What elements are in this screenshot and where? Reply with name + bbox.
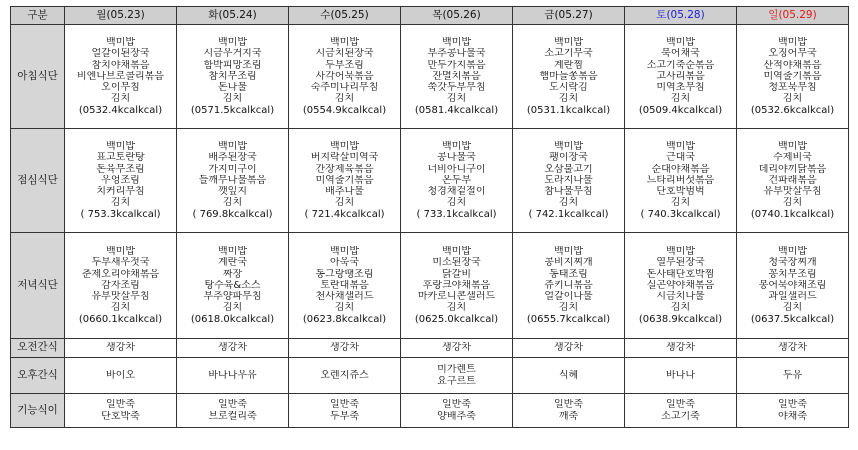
lunch-row [11, 129, 849, 233]
menu-item: 꽁치무조림 [768, 268, 817, 280]
menu-item: 깻잎지 [218, 186, 247, 198]
menu-cell-wed [289, 233, 401, 339]
menu-item: 수제비국 [773, 152, 812, 164]
menu-item: 유부맛살무침 [91, 291, 150, 303]
menu-item: 백미밥 [554, 140, 583, 152]
menu-cell-tue [177, 233, 289, 339]
menu-item: ( 721.4kcalkcal) [304, 208, 385, 220]
menu-item: 동그랑땡조림 [315, 268, 374, 280]
menu-item: 일반죽 [554, 399, 583, 411]
menu-item: 생강차 [442, 342, 471, 354]
menu-item: 미역초무침 [656, 82, 705, 94]
menu-item: 소고기무국 [544, 48, 593, 60]
menu-cell-mon [65, 339, 177, 358]
day-header-sat: 토(05.28) [625, 7, 737, 25]
menu-item: 닭갈비 [442, 268, 471, 280]
menu-item: 김치 [222, 93, 243, 105]
menu-item: 김치 [558, 93, 579, 105]
menu-item: 봉어묵야채조림 [758, 279, 827, 291]
day-header-thu: 목(05.26) [401, 7, 513, 25]
menu-item: 건파래볶음 [768, 174, 817, 186]
menu-item: 얼갈이된장국 [91, 48, 150, 60]
menu-item: 버지락살미역국 [310, 152, 379, 164]
menu-item: 탕수육&소스 [204, 279, 261, 291]
menu-item: ( 769.8kcalkcal) [192, 208, 273, 220]
menu-item: 팽이장국 [549, 152, 588, 164]
menu-item: 짜장 [222, 268, 243, 280]
menu-item: 도시락김 [549, 82, 588, 94]
day-header-tue: 화(05.24) [177, 7, 289, 25]
menu-item: (0509.4kcalkcal) [638, 104, 723, 116]
menu-item: 가지미구이 [208, 163, 257, 175]
menu-item: 생강차 [330, 342, 359, 354]
menu-item: 콩나물국 [437, 152, 476, 164]
menu-item: 마카로니콘샐러드 [417, 291, 496, 303]
menu-item: 미역줄기볶음 [315, 174, 374, 186]
menu-cell-fri [513, 394, 625, 428]
menu-item: 백미밥 [330, 36, 359, 48]
menu-item: 김치 [782, 197, 803, 209]
menu-item: 고사리볶음 [656, 70, 705, 82]
menu-item: 생강차 [218, 342, 247, 354]
menu-item: 김치 [670, 197, 691, 209]
menu-item: 김치 [446, 93, 467, 105]
menu-item: 시금치나물 [656, 291, 705, 303]
menu-cell-wed [289, 25, 401, 129]
menu-cell-mon [65, 25, 177, 129]
menu-item: 김치 [782, 302, 803, 314]
menu-item: 쑥갓두부무침 [427, 82, 486, 94]
menu-item: ( 742.1kcalkcal) [528, 208, 609, 220]
menu-cell-tue [177, 129, 289, 233]
menu-item: 시금치된장국 [315, 48, 374, 60]
menu-item: 느타리버섯볶음 [646, 174, 715, 186]
menu-cell-mon [65, 129, 177, 233]
menu-item: 청포묵무침 [768, 82, 817, 94]
menu-item: 시금우거지국 [203, 48, 262, 60]
menu-cell-sun [737, 25, 849, 129]
functional-diet-row [11, 394, 849, 428]
menu-item: 백미밥 [442, 36, 471, 48]
menu-item: 일반죽 [778, 399, 807, 411]
menu-cell-sun [737, 339, 849, 358]
menu-cell-sat [625, 129, 737, 233]
menu-item: 생강차 [666, 342, 695, 354]
menu-cell-mon [65, 233, 177, 339]
menu-cell-wed [289, 358, 401, 394]
menu-item: 야채죽 [778, 410, 807, 422]
menu-cell-wed [289, 129, 401, 233]
menu-item: 백미밥 [106, 36, 135, 48]
menu-item: 소고기죽 [661, 410, 700, 422]
menu-item: 바이오 [106, 369, 135, 381]
menu-item: 김치 [446, 302, 467, 314]
menu-item: 백미밥 [442, 245, 471, 257]
menu-item: 김치 [670, 93, 691, 105]
day-header-sun: 일(05.29) [737, 7, 849, 25]
menu-cell-thu [401, 358, 513, 394]
menu-item: 요구르트 [437, 375, 476, 387]
menu-item: 실곤약야채볶음 [646, 279, 715, 291]
menu-item: 김치 [558, 197, 579, 209]
menu-item: (0531.1kcalkcal) [526, 104, 611, 116]
menu-item: 백미밥 [666, 140, 695, 152]
menu-item: 백미밥 [218, 140, 247, 152]
menu-item: (0638.9kcalkcal) [638, 313, 723, 325]
row-label: 오전간식 [11, 339, 65, 358]
menu-cell-thu [401, 233, 513, 339]
menu-item: 두유 [782, 369, 803, 381]
menu-item: 청경채겉절이 [427, 186, 486, 198]
menu-cell-thu [401, 394, 513, 428]
morning-snack-row [11, 339, 849, 358]
menu-item: 백미밥 [218, 245, 247, 257]
menu-cell-thu [401, 339, 513, 358]
menu-item: 양배추죽 [437, 410, 476, 422]
menu-item: 백미밥 [330, 245, 359, 257]
menu-item: 감자조림 [101, 279, 140, 291]
menu-cell-fri [513, 358, 625, 394]
corner-header: 구분 [11, 7, 65, 25]
menu-item: 소고기죽순볶음 [646, 59, 715, 71]
menu-cell-mon [65, 358, 177, 394]
menu-item: 두부조림 [325, 59, 364, 71]
menu-item: 오렌지쥬스 [320, 369, 369, 381]
day-header-mon: 월(05.23) [65, 7, 177, 25]
menu-item: 김치 [110, 197, 131, 209]
row-label: 아침식단 [11, 25, 65, 129]
menu-item: 백미밥 [218, 36, 247, 48]
menu-item: 돈사태단호박찜 [646, 268, 715, 280]
menu-item: 데리야끼닭볶음 [758, 163, 827, 175]
menu-item: 김치 [446, 197, 467, 209]
menu-item: 생강차 [778, 342, 807, 354]
menu-item: 사각어묵볶음 [315, 70, 374, 82]
menu-item: 오이무침 [101, 82, 140, 94]
menu-cell-sun [737, 358, 849, 394]
menu-item: 동태조림 [549, 268, 588, 280]
menu-item: 김치 [110, 302, 131, 314]
row-label: 점심식단 [11, 129, 65, 233]
menu-item: (0625.0kcalkcal) [414, 313, 499, 325]
menu-item: 미역줄기볶음 [763, 70, 822, 82]
menu-item: 생강차 [554, 342, 583, 354]
menu-item: 일반죽 [666, 399, 695, 411]
menu-item: 계란국 [218, 257, 247, 269]
menu-item: 과일샐러드 [768, 291, 817, 303]
menu-item: 오삼불고기 [544, 163, 593, 175]
menu-item: 근대국 [666, 152, 695, 164]
menu-cell-wed [289, 339, 401, 358]
menu-cell-tue [177, 358, 289, 394]
menu-item: 치커리무침 [96, 186, 145, 198]
menu-item: (0554.9kcalkcal) [302, 104, 387, 116]
menu-item: 돈나물 [218, 82, 247, 94]
menu-item: 오징어무국 [768, 48, 817, 60]
menu-cell-fri [513, 129, 625, 233]
menu-item: 함박피망조림 [203, 59, 262, 71]
menu-item: 바나나우유 [208, 369, 257, 381]
menu-item: (0618.0kcalkcal) [190, 313, 275, 325]
menu-item: 토란대볶음 [320, 279, 369, 291]
menu-item: 백미밥 [778, 140, 807, 152]
menu-item: 백미밥 [666, 36, 695, 48]
menu-item: 콩비지찌개 [544, 257, 593, 269]
menu-item: 쥬키니볶음 [544, 279, 593, 291]
menu-item: 백미밥 [554, 245, 583, 257]
menu-item: 아욱국 [330, 257, 359, 269]
weekly-meal-table [10, 6, 849, 428]
menu-item: 돈육무조림 [96, 163, 145, 175]
menu-item: ( 740.3kcalkcal) [640, 208, 721, 220]
menu-item: 들깨무나물볶음 [198, 174, 267, 186]
menu-item: 표고토란탕 [96, 152, 145, 164]
menu-cell-sat [625, 233, 737, 339]
menu-cell-tue [177, 25, 289, 129]
menu-item: 순대야채볶음 [651, 163, 710, 175]
dinner-row [11, 233, 849, 339]
menu-cell-wed [289, 394, 401, 428]
menu-item: ( 753.3kcalkcal) [80, 208, 161, 220]
menu-item: 후랑크야채볶음 [422, 279, 491, 291]
row-label: 기능식이 [11, 394, 65, 428]
menu-item: (0740.1kcalkcal) [750, 208, 835, 220]
menu-item: ( 733.1kcalkcal) [416, 208, 497, 220]
menu-item: 유부맛살무침 [763, 186, 822, 198]
menu-item: 간장제육볶음 [315, 163, 374, 175]
menu-item: 백미밥 [106, 140, 135, 152]
menu-cell-thu [401, 25, 513, 129]
menu-item: 미가렌트 [437, 364, 476, 376]
menu-item: 깨죽 [558, 410, 579, 422]
menu-item: 바나나 [666, 369, 695, 381]
menu-item: 천사채샐러드 [315, 291, 374, 303]
menu-item: 김치 [558, 302, 579, 314]
menu-item: 햄마늘쫑볶음 [539, 70, 598, 82]
menu-item: 만두가지볶음 [427, 59, 486, 71]
menu-item: 백미밥 [442, 140, 471, 152]
menu-item: 춘제오리야채볶음 [81, 268, 160, 280]
menu-cell-tue [177, 394, 289, 428]
row-label: 오후간식 [11, 358, 65, 394]
menu-item: 김치 [670, 302, 691, 314]
menu-item: 계란찜 [554, 59, 583, 71]
menu-item: 김치 [334, 302, 355, 314]
menu-item: 일반죽 [442, 399, 471, 411]
menu-item: 배추된장국 [208, 152, 257, 164]
menu-cell-sun [737, 394, 849, 428]
menu-item: 참치무조림 [208, 70, 257, 82]
menu-item: 열무된장국 [656, 257, 705, 269]
menu-item: (0637.5kcalkcal) [750, 313, 835, 325]
menu-item: (0623.8kcalkcal) [302, 313, 387, 325]
menu-item: 식혜 [558, 369, 579, 381]
menu-item: 청국장찌개 [768, 257, 817, 269]
menu-item: (0660.1kcalkcal) [78, 313, 163, 325]
menu-cell-sat [625, 358, 737, 394]
menu-item: 백미밥 [666, 245, 695, 257]
menu-item: 숙주미나리무침 [310, 82, 379, 94]
menu-item: 백미밥 [554, 36, 583, 48]
menu-cell-fri [513, 233, 625, 339]
menu-cell-fri [513, 25, 625, 129]
menu-cell-sun [737, 233, 849, 339]
menu-item: 참치야채볶음 [91, 59, 150, 71]
menu-item: 백미밥 [330, 140, 359, 152]
menu-item: 참나물무침 [544, 186, 593, 198]
menu-item: 온두부 [442, 174, 471, 186]
menu-item: 얼갈이나물 [544, 291, 593, 303]
menu-item: 브로컬리죽 [208, 410, 257, 422]
menu-item: 단호박죽 [101, 410, 140, 422]
menu-item: (0532.6kcalkcal) [750, 104, 835, 116]
menu-item: 배추나물 [325, 186, 364, 198]
menu-item: 비엔나브로콜리볶음 [77, 70, 164, 82]
menu-item: 부추콩나물국 [427, 48, 486, 60]
afternoon-snack-row [11, 358, 849, 394]
menu-item: 단호박범벅 [656, 186, 705, 198]
menu-item: 산적야채볶음 [763, 59, 822, 71]
menu-item: (0655.7kcalkcal) [526, 313, 611, 325]
menu-item: 생강차 [106, 342, 135, 354]
menu-item: 일반죽 [218, 399, 247, 411]
breakfast-row [11, 25, 849, 129]
day-header-fri: 금(05.27) [513, 7, 625, 25]
menu-item: 백미밥 [778, 36, 807, 48]
menu-item: 우엉조림 [101, 174, 140, 186]
menu-cell-sat [625, 25, 737, 129]
menu-cell-tue [177, 339, 289, 358]
menu-item: 도라지나물 [544, 174, 593, 186]
menu-cell-thu [401, 129, 513, 233]
menu-item: 두부죽 [330, 410, 359, 422]
header-row [11, 7, 849, 25]
day-header-wed: 수(05.25) [289, 7, 401, 25]
menu-cell-sun [737, 129, 849, 233]
menu-item: 백미밥 [778, 245, 807, 257]
menu-item: (0581.4kcalkcal) [414, 104, 499, 116]
menu-item: 미소된장국 [432, 257, 481, 269]
menu-item: (0571.5kcalkcal) [190, 104, 275, 116]
menu-item: 부추양파무침 [203, 291, 262, 303]
menu-item: 김치 [222, 302, 243, 314]
menu-item: 김치 [222, 197, 243, 209]
menu-item: 잔멸치볶음 [432, 70, 481, 82]
menu-cell-sat [625, 394, 737, 428]
menu-item: 백미밥 [106, 245, 135, 257]
menu-item: (0532.4kcalkcal) [78, 104, 163, 116]
menu-item: 너비아니구이 [427, 163, 486, 175]
menu-cell-mon [65, 394, 177, 428]
menu-item: 일반죽 [330, 399, 359, 411]
menu-item: 김치 [334, 93, 355, 105]
menu-item: 김치 [334, 197, 355, 209]
menu-item: 북어채국 [661, 48, 700, 60]
menu-cell-fri [513, 339, 625, 358]
menu-item: 김치 [110, 93, 131, 105]
menu-cell-sat [625, 339, 737, 358]
row-label: 저녁식단 [11, 233, 65, 339]
menu-item: 김치 [782, 93, 803, 105]
menu-item: 두부새우젓국 [91, 257, 150, 269]
menu-item: 일반죽 [106, 399, 135, 411]
